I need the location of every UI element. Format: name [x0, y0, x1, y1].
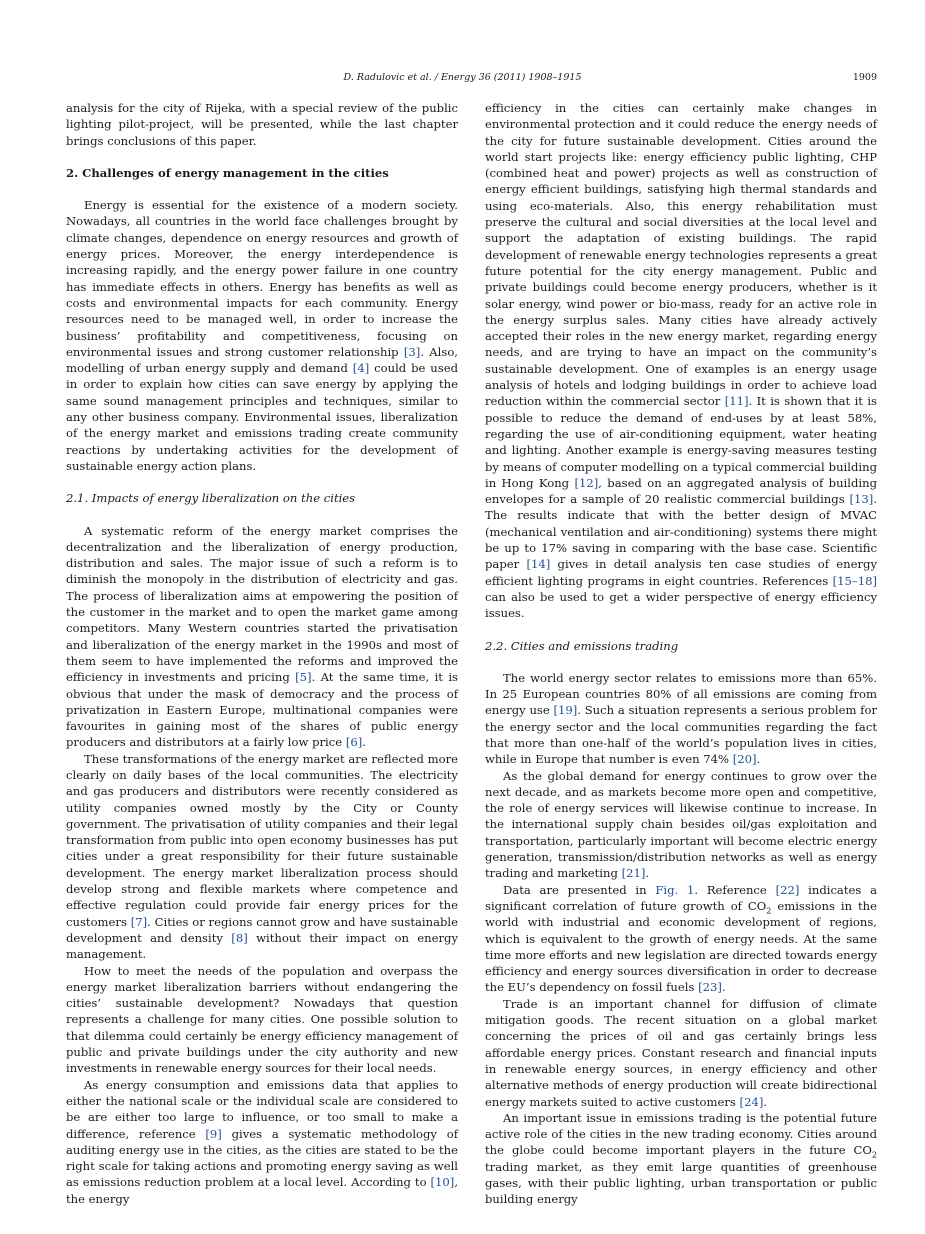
- running-head: D. Radulovic et al. / Energy 36 (2011) 1908–1915: [343, 72, 582, 83]
- page-number: 1909: [852, 72, 877, 83]
- subsection-heading: 2.1. Impacts of energy liberalization on the cities: [66, 491, 356, 506]
- citation-link[interactable]: [11]: [724, 394, 749, 409]
- left-column: [66, 100, 458, 1207]
- section-heading: 2. Challenges of energy management in the cities: [66, 165, 389, 180]
- paragraph: Energy is essential for the existence of a modern society. Nowadays, all countries in the world face challenges brought by climate changes, dependence on energy resources and growth of energy prices. Moreover, the energy interdependence is increasing rapidly, and the energy power failure in one country has immediate effects in others. Energy has benefits as well as costs and environmental impacts for each community. Energy resources need to be managed well, in order to increase the business’ profitability and competitiveness, focusing on environmental issues and strong customer relationship [3]. Also, modelling of urban energy supply and demand [4] could be used in order to explain how cities can save energy by applying the same sound management principles and techniques, similar to any other business company. Environmental issues, liberalization of the energy market and emissions trading create community reactions by undertaking activities for the development of sustainable energy action plans.: [66, 198, 459, 473]
- page-header: [0, 72, 925, 88]
- paragraph: An important issue in emissions trading is the potential future active role of the cities in the new trading economy. Cities around the globe could become important players in the future $CO_2$ trading market, as they emit large quantities of greenhouse gases, with their public lighting, urban transportation or public building energy: [485, 1110, 877, 1207]
- citation-link[interactable]: [20]: [732, 752, 757, 767]
- paragraph: A systematic reform of the energy market comprises the decentralization and the liberalization of energy production, distribution and sales. The major issue of such a reform is to diminish the monopoly in the distribution of electricity and gas. The process of liberalization aims at empowering the position of the customer in the market and to open the market game among competitors. Many Western countries started the privatisation and liberalization of the energy market in the 1990s and most of them seem to have implemented the reforms and improved the efficiency in investments and pricing [5]. At the same time, it is obvious that under the mask of democracy and the process of privatization in Eastern Europe, multinational companies were favourites in gaining most of the shares of public energy producers and distributors at a fairly low price [6].: [66, 523, 458, 750]
- citation-link[interactable]: [14]: [526, 557, 551, 572]
- citation-link[interactable]: [7]: [130, 914, 148, 929]
- citation-link[interactable]: [21]: [621, 866, 646, 881]
- citation-link[interactable]: [15–18]: [832, 573, 877, 588]
- figure-link[interactable]: Fig. 1: [655, 882, 695, 897]
- citation-link[interactable]: [9]: [205, 1126, 222, 1141]
- citation-link[interactable]: [22]: [775, 882, 800, 897]
- citation-link[interactable]: [4]: [352, 361, 370, 376]
- citation-link[interactable]: [8]: [231, 930, 248, 945]
- paragraph: As energy consumption and emissions data that applies to either the national scale or the individual scale are considered to be are either too large to influence, or too small to make a difference, reference [9] gives a systematic methodology of auditing energy use in the cities, as the cities are stated to be the right scale for taking actions and promoting energy saving as well as emissions reduction problem at a local level. According to [10], the energy: [66, 1077, 458, 1206]
- citation-link[interactable]: [24]: [739, 1094, 764, 1109]
- citation-link[interactable]: [3]: [403, 344, 421, 359]
- paragraph: These transformations of the energy market are reflected more clearly on daily bases of the local communities. The electricity and gas producers and distributors were recently considered as utility companies owned mostly by the City or County government. The privatisation of utility companies and their legal transformation from public into open economy businesses has put cities under a great responsibility for their future sustainable development. The energy market liberalization process should develop strong and flexible markets where competence and effective regulation could provide fair energy prices for the customers [7]. Cities or regions cannot grow and have sustainable development and density [8] without their impact on energy management.: [66, 751, 458, 962]
- citation-link[interactable]: [10]: [430, 1175, 455, 1190]
- paragraph: How to meet the needs of the population and overpass the energy market liberalization barriers without endangering the cities’ sustainable development? Nowadays that question represents a challenge for many cities. One possible solution to that dilemma could certainly be energy efficiency management of public and private buildings under the city authority and new investments in renewable energy sources for their local needs.: [66, 963, 458, 1076]
- citation-link[interactable]: [23]: [698, 980, 722, 995]
- subsection-heading: 2.2. Cities and emissions trading: [485, 638, 679, 653]
- citation-link[interactable]: [6]: [345, 735, 363, 750]
- right-column: [485, 100, 877, 1208]
- citation-link[interactable]: [13]: [849, 492, 874, 507]
- paragraph: Trade is an important channel for diffusion of climate mitigation goods. The recent situation on a global market concerning the prices of oil and gas certainly brings less affordable energy prices. Constant research and financial inputs in renewable energy sources, in energy efficiency and other alternative methods of energy production will create bidirectional energy markets suited to active customers [24].: [485, 996, 877, 1109]
- paragraph: As the global demand for energy continues to grow over the next decade, and as markets become more open and competitive, the role of energy services will likewise continue to increase. In the international supply chain besides oil/gas exploitation and transportation, particularly important will become electric energy generation, transmission/distribution networks as well as energy trading and marketing [21].: [485, 768, 877, 881]
- paragraph: efficiency in the cities can certainly make changes in environmental protection and it could reduce the energy needs of the city for future sustainable development. Cities around the world start projects like: energy efficiency public lighting, CHP (combined heat and power) projects as well as construction of energy efficient buildings, satisfying high thermal standards and using eco-materials. Also, this energy rehabilitation must preserve the cultural and social diversities at the local level and support the adaptation of existing buildings. The rapid development of renewable energy technologies represents a great future potential for the city energy management. Public and private buildings could become energy producers, whether is it solar energy, wind power or bio-mass, ready for an active role in the energy surplus sales. Many cities have already actively accepted their roles in the new energy market, regarding energy needs, and are trying to have an impact on the community’s sustainable development. One of examples is an energy usage analysis of hotels and lodging buildings in order to achieve load reduction within the commercial sector [11]. It is shown that it is possible to reduce the demand of end-uses by at least 58%, regarding the use of air-conditioning equipment, water heating and lighting. Another example is energy-saving measures testing by means of computer modelling on a typical commercial building in Hong Kong [12], based on an aggregated analysis of building envelopes for a sample of 20 realistic commercial buildings [13]. The results indicate that with the better design of MVAC (mechanical ventilation and air-conditioning) systems there might be up to 17% saving in comparing with the base case. Scientific paper [14] gives in detail analysis ten case studies of energy efficient lighting programs in eight countries. References [15–18] can also be used to get a wider perspective of energy efficiency issues.: [485, 101, 877, 621]
- citation-link[interactable]: [12]: [574, 475, 599, 490]
- paragraph: The world energy sector relates to emissions more than 65%. In 25 European countries 80% of all emissions are coming from energy use [19]. Such a situation represents a serious problem for the energy sector and the local communities regarding the fact that more than one-half of the world’s population lives in cities, while in Europe that number is even 74% [20].: [485, 670, 877, 767]
- citation-link[interactable]: [5]: [295, 670, 312, 685]
- paragraph: analysis for the city of Rijeka, with a special review of the public lighting pilot-project, will be presented, while the last chapter brings conclusions of this paper.: [66, 101, 458, 148]
- citation-link[interactable]: [19]: [553, 703, 578, 718]
- paragraph: Data are presented in Fig. 1. Reference [22] indicates a significant correlation of future growth of $CO_2$ emissions in the world with industrial and economic development of regions, which is equivalent to the growth of energy needs. At the same time more efforts and new legislation are directed towards energy efficiency and energy sources diversification in order to decrease the EU’s dependency on fossil fuels [23].: [485, 882, 877, 995]
